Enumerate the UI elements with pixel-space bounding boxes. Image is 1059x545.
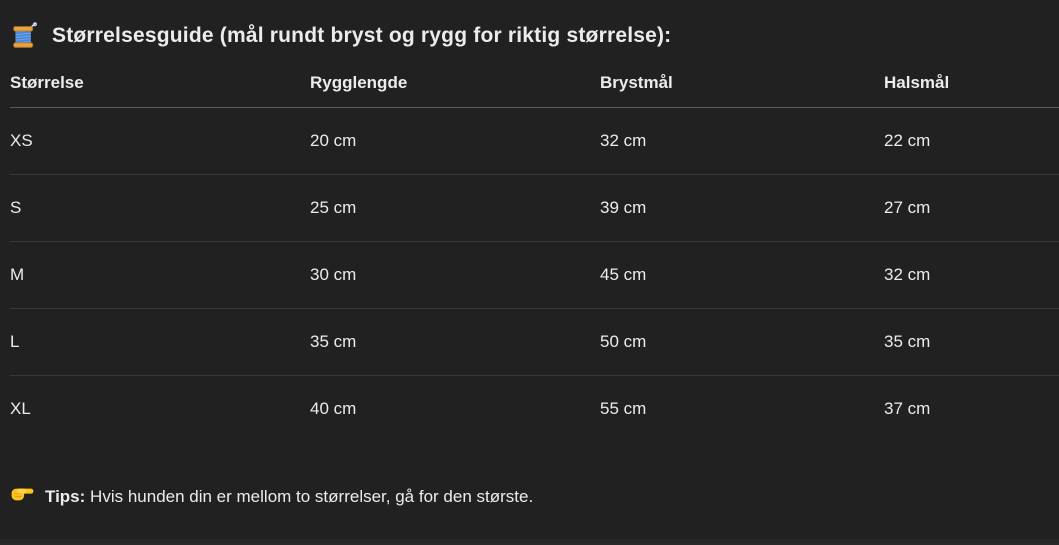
- page-title: Størrelsesguide (mål rundt bryst og rygg for riktig størrelse):: [52, 24, 672, 47]
- cell-size: L: [10, 308, 310, 375]
- pointing-right-icon: [10, 480, 35, 513]
- tip-label: Tips:: [45, 486, 86, 506]
- table-row: [10, 241, 1059, 308]
- cell-chest: 39 cm: [600, 174, 884, 241]
- cell-back-length: 25 cm: [310, 174, 600, 241]
- cell-back-length: 20 cm: [310, 107, 600, 174]
- cell-neck: 27 cm: [884, 174, 1059, 241]
- cell-size: S: [10, 174, 310, 241]
- table-row: [10, 375, 1059, 442]
- column-header-chest: Brystmål: [600, 60, 884, 107]
- cell-back-length: 30 cm: [310, 241, 600, 308]
- cell-neck: 37 cm: [884, 398, 931, 418]
- cell-chest: 32 cm: [600, 107, 884, 174]
- cell-size: XS: [10, 107, 310, 174]
- column-header-neck: Halsmål: [884, 60, 1059, 107]
- cell-size: M: [10, 241, 310, 308]
- thread-spool-icon: [10, 22, 39, 51]
- tip-text: Hvis hunden din er mellom to størrelser, gå for den største.: [90, 486, 534, 506]
- cell-back-length: 40 cm: [310, 398, 357, 418]
- table-row: [10, 308, 1059, 375]
- table-row: [10, 174, 1059, 241]
- cell-chest: 50 cm: [600, 308, 884, 375]
- table-header-row: [10, 60, 1059, 107]
- size-guide-table: [10, 60, 1059, 442]
- cell-back-length: 35 cm: [310, 308, 600, 375]
- cell-neck: 22 cm: [884, 107, 1059, 174]
- column-header-size: Størrelse: [10, 60, 310, 107]
- size-guide-header: [0, 0, 1059, 60]
- bottom-edge-strip: [0, 539, 1059, 545]
- cell-neck: 32 cm: [884, 241, 1059, 308]
- tip-note: [10, 480, 1059, 513]
- table-row: [10, 107, 1059, 174]
- cell-neck: 35 cm: [884, 308, 1059, 375]
- column-header-back-length: Rygglengde: [310, 60, 600, 107]
- cell-size: XL: [10, 398, 31, 418]
- cell-chest: 55 cm: [600, 398, 647, 418]
- cell-chest: 45 cm: [600, 241, 884, 308]
